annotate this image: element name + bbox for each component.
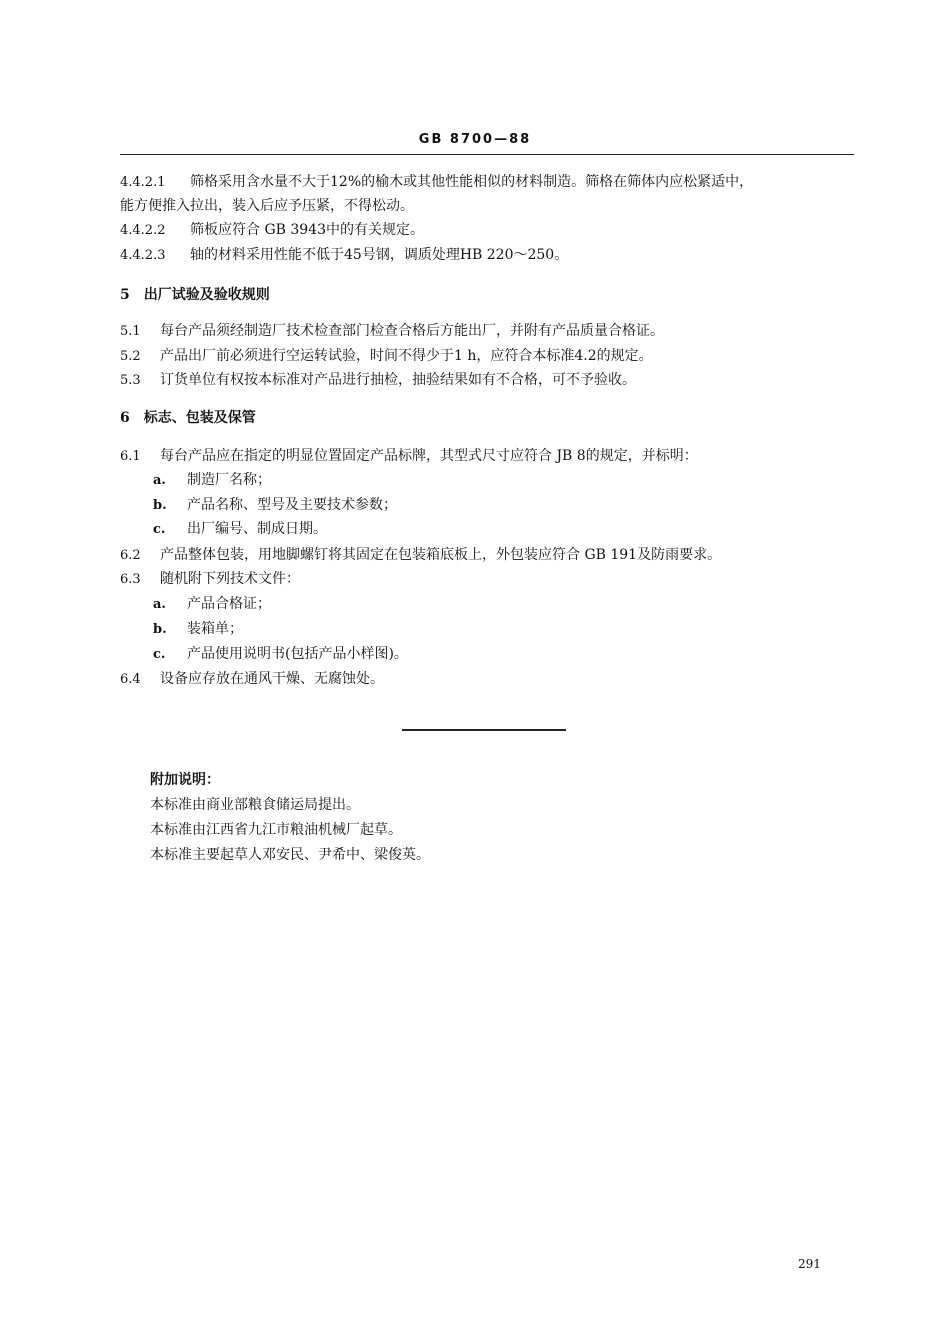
clause-6-3 — [120, 569, 860, 590]
clause-number: 5.1 — [120, 324, 141, 339]
clause-number: 5.3 — [120, 373, 141, 388]
clause-number: 4.4.2.3 — [120, 248, 166, 263]
clause-text: 每台产品须经制造厂技术检查部门检查合格后方能出厂，并附有产品质量合格证。 — [160, 323, 664, 339]
clause-text: 设备应存放在通风干燥、无腐蚀处。 — [160, 671, 384, 687]
clause-6-3-item-a — [153, 594, 893, 615]
section-6-heading: 6 标志、包装及保管 — [120, 410, 256, 426]
clause-number: 4.4.2.2 — [120, 223, 166, 238]
clause-6-1 — [120, 446, 860, 467]
item-letter: c. — [153, 647, 166, 662]
notes-line: 本标准由江西省九江市粮油机械厂起草。 — [150, 822, 402, 838]
item-text: 产品合格证； — [187, 596, 271, 612]
item-text: 产品使用说明书(包括产品小样图)。 — [187, 646, 408, 662]
page-number: 291 — [798, 1257, 821, 1271]
item-letter: a. — [153, 597, 166, 612]
clause-text: 轴的材料采用性能不低于45号钢，调质处理HB 220～250。 — [190, 247, 569, 263]
clause-6-4 — [120, 669, 860, 690]
notes-line: 本标准主要起草人邓安民、尹希中、梁俊英。 — [150, 847, 430, 863]
clause-text: 每台产品应在指定的明显位置固定产品标牌，其型式尺寸应符合 JB 8的规定，并标明： — [160, 448, 698, 464]
item-text: 出厂编号、制成日期。 — [187, 521, 327, 537]
notes-title: 附加说明： — [150, 772, 220, 788]
clause-5-3 — [120, 370, 860, 391]
clause-6-1-item-c — [153, 519, 893, 540]
clause-number: 5.2 — [120, 349, 141, 364]
item-text: 制造厂名称； — [187, 472, 271, 488]
clause-6-3-item-c — [153, 644, 893, 665]
standard-code-header: GB 8700—88 — [418, 132, 532, 147]
clause-text: 订货单位有权按本标准对产品进行抽检，抽验结果如有不合格，可不予验收。 — [160, 372, 636, 388]
clause-4-4-2-1 — [120, 172, 860, 193]
item-letter: c. — [153, 522, 166, 537]
clause-5-1 — [120, 321, 860, 342]
clause-text: 筛板应符合 GB 3943中的有关规定。 — [190, 222, 425, 238]
clause-6-1-item-b — [153, 495, 893, 516]
clause-5-2 — [120, 346, 860, 367]
clause-6-3-item-b — [153, 619, 893, 640]
header-rule — [120, 154, 854, 155]
clause-number: 6.2 — [120, 548, 141, 563]
clause-text: 产品整体包装，用地脚螺钉将其固定在包装箱底板上，外包装应符合 GB 191及防雨要求。 — [160, 547, 722, 563]
clause-text: 能方便推入拉出，装入后应予压紧，不得松动。 — [120, 198, 414, 214]
clause-6-1-item-a — [153, 470, 893, 491]
clause-number: 6.4 — [120, 672, 141, 687]
item-letter: b. — [153, 622, 167, 637]
clause-number: 4.4.2.1 — [120, 175, 166, 190]
end-of-text-rule — [402, 729, 566, 731]
notes-line: 本标准由商业部粮食储运局提出。 — [150, 797, 360, 813]
clause-4-4-2-1-continued — [120, 196, 860, 216]
section-5-heading: 5 出厂试验及验收规则 — [120, 287, 270, 303]
item-letter: a. — [153, 473, 166, 488]
clause-text: 随机附下列技术文件： — [160, 571, 300, 587]
clause-4-4-2-2 — [120, 220, 860, 241]
item-text: 装箱单； — [187, 621, 243, 637]
clause-6-2 — [120, 545, 860, 566]
clause-number: 6.1 — [120, 449, 141, 464]
clause-number: 6.3 — [120, 572, 141, 587]
clause-4-4-2-3 — [120, 245, 860, 266]
item-text: 产品名称、型号及主要技术参数； — [187, 497, 397, 513]
item-letter: b. — [153, 498, 167, 513]
clause-text: 筛格采用含水量不大于12%的榆木或其他性能相似的材料制造。筛格在筛体内应松紧适中， — [190, 174, 754, 190]
clause-text: 产品出厂前必须进行空运转试验，时间不得少于1 h，应符合本标准4.2的规定。 — [160, 348, 653, 364]
